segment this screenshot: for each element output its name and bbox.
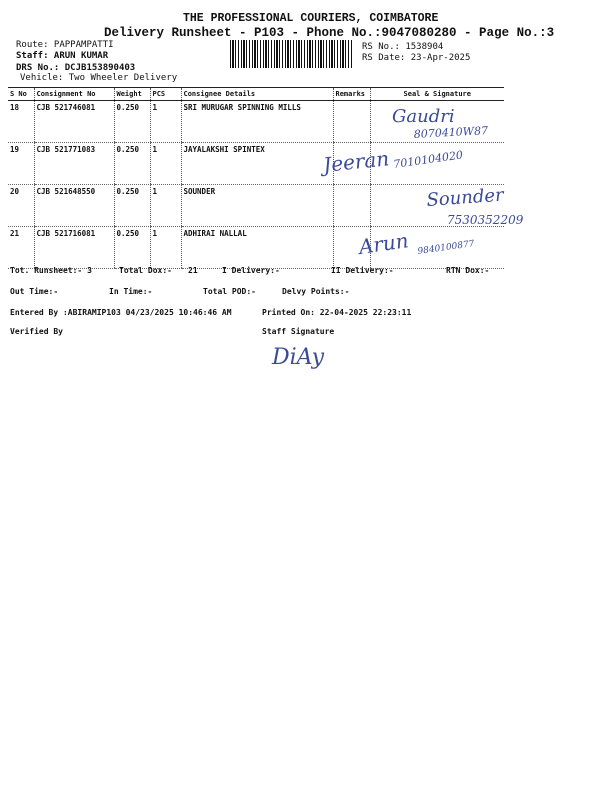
row-sno: 21	[8, 227, 34, 269]
row-consignment: CJB 521648550	[34, 185, 114, 227]
sig-name: Jeeran	[322, 146, 391, 177]
staff-sig-text: DiAy	[272, 345, 325, 370]
col-signature: Seal & Signature	[370, 88, 504, 101]
sig-name: Arun	[357, 228, 410, 259]
drs-number: DRS No.: DCJB153890403	[16, 63, 136, 73]
delvy-points: Delvy Points:-	[282, 287, 350, 296]
rs-number: RS No.: 1538904	[362, 42, 444, 52]
out-time: Out Time:-	[10, 287, 59, 296]
vehicle-label: Vehicle: Two Wheeler Delivery	[20, 73, 178, 83]
row-sno: 19	[8, 143, 34, 185]
total-pod: Total POD:-	[203, 287, 256, 296]
rs-date: RS Date: 23-Apr-2025	[362, 53, 471, 63]
tot-runsheet: Tot. Runsheet:- 3	[10, 266, 92, 275]
verified-by: Verified By	[10, 327, 63, 336]
staff-signature-mark	[270, 340, 350, 374]
runsheet-title: Delivery Runsheet - P103 - Phone No.:9047080280 - Page No.:3	[104, 26, 555, 40]
row-remarks	[333, 101, 370, 143]
row-weight: 0.250	[114, 185, 150, 227]
col-consignee: Consignee Details	[181, 88, 333, 101]
company-title: THE PROFESSIONAL COURIERS, COIMBATORE	[183, 12, 439, 25]
col-weight: Weight	[114, 88, 150, 101]
signature-row-19	[322, 146, 502, 186]
row-weight: 0.250	[114, 227, 150, 269]
row-sno: 20	[8, 185, 34, 227]
sig-name: Gaudri	[392, 106, 455, 127]
in-time: In Time:-	[109, 287, 153, 296]
rtn-dox: RTN Dox:-	[446, 266, 490, 275]
row-pcs: 1	[150, 227, 181, 269]
row-consignee: ADHIRAI NALLAL	[181, 227, 333, 269]
sig-number: 7010104020	[392, 148, 464, 171]
row-weight: 0.250	[114, 143, 150, 185]
total-dox-value: 21	[188, 266, 198, 275]
barcode	[230, 40, 352, 68]
i-delivery: I Delivery:-	[222, 266, 280, 275]
row-consignment: CJB 521716081	[34, 227, 114, 269]
row-consignee: JAYALAKSHI SPINTEX	[181, 143, 333, 185]
row-pcs: 1	[150, 101, 181, 143]
table-header	[8, 88, 504, 101]
row-consignment: CJB 521771083	[34, 143, 114, 185]
sig-number: 9840100877	[417, 239, 476, 257]
ii-delivery: II Delivery:-	[331, 266, 394, 275]
col-consignment: Consignment No	[34, 88, 114, 101]
printed-on: Printed On: 22-04-2025 22:23:11	[262, 308, 412, 317]
staff-label: Staff: ARUN KUMAR	[16, 51, 109, 61]
col-sno: S No	[8, 88, 34, 101]
row-sno: 18	[8, 101, 34, 143]
row-pcs: 1	[150, 143, 181, 185]
sig-name: Sounder	[425, 184, 505, 211]
sig-number: 7530352209	[447, 213, 524, 227]
row-consignee: SRI MURUGAR SPINNING MILLS	[181, 101, 333, 143]
sig-number: 8070410W87	[413, 124, 489, 141]
signature-row-18	[390, 104, 540, 144]
entered-by: Entered By :ABIRAMIP103 04/23/2025 10:46:46 AM	[10, 308, 232, 317]
row-pcs: 1	[150, 185, 181, 227]
row-weight: 0.250	[114, 101, 150, 143]
col-remarks: Remarks	[333, 88, 370, 101]
row-remarks	[333, 185, 370, 227]
col-pcs: PCS	[150, 88, 181, 101]
staff-signature-label: Staff Signature	[262, 327, 335, 336]
total-dox-label: Total Dox:-	[119, 266, 172, 275]
row-consignment: CJB 521746081	[34, 101, 114, 143]
signature-row-20	[425, 186, 565, 230]
route-label: Route: PAPPAMPATTI	[16, 40, 114, 50]
row-consignee: SOUNDER	[181, 185, 333, 227]
